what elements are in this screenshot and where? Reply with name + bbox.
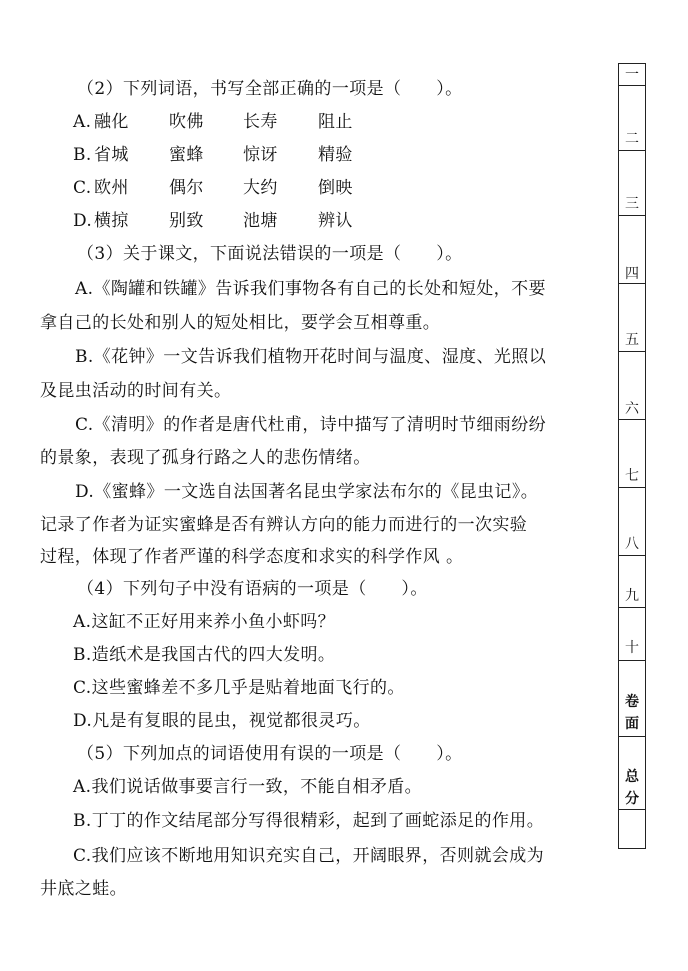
option-word: 阻止	[318, 112, 353, 132]
score-box-6[interactable]	[619, 420, 645, 463]
option-word: 长寿	[243, 112, 278, 132]
q5-line: B.丁丁的作文结尾部分写得很精彩，起到了画蛇添足的作用。	[73, 811, 545, 831]
score-box-5[interactable]	[619, 352, 645, 397]
q3-line: 记录了作者为证实蜜蜂是否有辨认方向的能力而进行的一次实验	[40, 515, 528, 535]
q3-line: D.《蜜蜂》一文选自法国著名昆虫学家法布尔的《昆虫记》。	[75, 482, 539, 502]
q5-stem: （5）下列加点的词语使用有误的一项是（ ）。	[77, 744, 463, 764]
q2-option-b	[73, 144, 573, 166]
score-cell-zongfen: 总分	[619, 764, 645, 810]
q3-line: 过程，体现了作者严谨的科学态度和求实的科学作风 。	[40, 547, 464, 567]
score-box-juanmian[interactable]	[619, 737, 645, 764]
option-letter: C.	[73, 178, 92, 198]
option-word: 吹佛	[169, 112, 204, 132]
score-column	[618, 63, 646, 849]
option-word: 辨认	[318, 211, 353, 231]
q4-line: B.造纸术是我国古代的四大发明。	[73, 645, 336, 665]
score-cell-7: 七	[619, 463, 645, 488]
option-word: 蜜蜂	[169, 145, 204, 165]
option-word: 别致	[169, 211, 204, 231]
option-word: 融化	[94, 112, 129, 132]
q4-stem: （4）下列句子中没有语病的一项是（ ）。	[77, 579, 428, 599]
option-word: 倒映	[318, 178, 353, 198]
score-box-zongfen[interactable]	[619, 810, 645, 848]
score-box-1[interactable]	[619, 86, 645, 126]
score-cell-4: 四	[619, 261, 645, 284]
score-box-3[interactable]	[619, 216, 645, 261]
q3-line: A.《陶罐和铁罐》告诉我们事物各有自己的长处和短处，不要	[75, 279, 546, 299]
q3-stem: （3）关于课文，下面说法错误的一项是（ ）。	[77, 244, 463, 264]
q2-option-c	[73, 177, 573, 199]
q3-line: B.《花钟》一文告诉我们植物开花时间与温度、湿度、光照以	[75, 347, 547, 367]
score-box-7[interactable]	[619, 488, 645, 531]
score-cell-8: 八	[619, 531, 645, 556]
score-cell-2: 二	[619, 126, 645, 151]
q4-line: A.这缸不正好用来养小鱼小虾吗？	[73, 612, 336, 632]
q3-line: 及昆虫活动的时间有关。	[40, 381, 232, 401]
q3-line: 的景象，表现了孤身行路之人的悲伤情绪。	[40, 448, 371, 468]
score-box-10[interactable]	[619, 661, 645, 687]
score-cell-juanmian: 卷面	[619, 687, 645, 737]
option-letter: B.	[73, 145, 92, 165]
option-word: 省城	[94, 145, 129, 165]
option-word: 大约	[243, 178, 278, 198]
score-cell-5: 五	[619, 327, 645, 352]
q5-line: C.我们应该不断地用知识充实自己，开阔眼界，否则就会成为	[73, 846, 545, 866]
score-cell-1: 一	[619, 64, 645, 86]
score-cell-9: 九	[619, 583, 645, 608]
q4-line: C.这些蜜蜂差不多几乎是贴着地面飞行的。	[73, 678, 405, 698]
q4-line: D.凡是有复眼的昆虫，视觉都很灵巧。	[73, 711, 371, 731]
option-letter: D.	[73, 211, 93, 231]
option-word: 精验	[318, 145, 353, 165]
score-box-8[interactable]	[619, 556, 645, 583]
score-cell-6: 六	[619, 397, 645, 420]
score-cell-10: 十	[619, 636, 645, 661]
q3-line: C.《清明》的作者是唐代杜甫，诗中描写了清明时节细雨纷纷	[75, 415, 547, 435]
score-box-4[interactable]	[619, 284, 645, 327]
option-word: 欧州	[94, 178, 129, 198]
q2-option-a	[73, 111, 573, 133]
score-box-9[interactable]	[619, 608, 645, 636]
option-word: 池塘	[243, 211, 278, 231]
option-letter: A.	[73, 112, 92, 132]
q2-option-d	[73, 210, 573, 232]
option-word: 横掠	[94, 211, 129, 231]
q5-line: 井底之蛙。	[40, 879, 127, 899]
score-box-2[interactable]	[619, 151, 645, 191]
option-word: 惊讶	[243, 145, 278, 165]
q3-line: 拿自己的长处和别人的短处相比，要学会互相尊重。	[40, 313, 441, 333]
q2-stem: （2）下列词语，书写全部正确的一项是（ ）。	[77, 79, 463, 99]
q5-line: A.我们说话做事要言行一致，不能自相矛盾。	[73, 777, 423, 797]
option-word: 偶尔	[169, 178, 204, 198]
score-cell-3: 三	[619, 191, 645, 216]
